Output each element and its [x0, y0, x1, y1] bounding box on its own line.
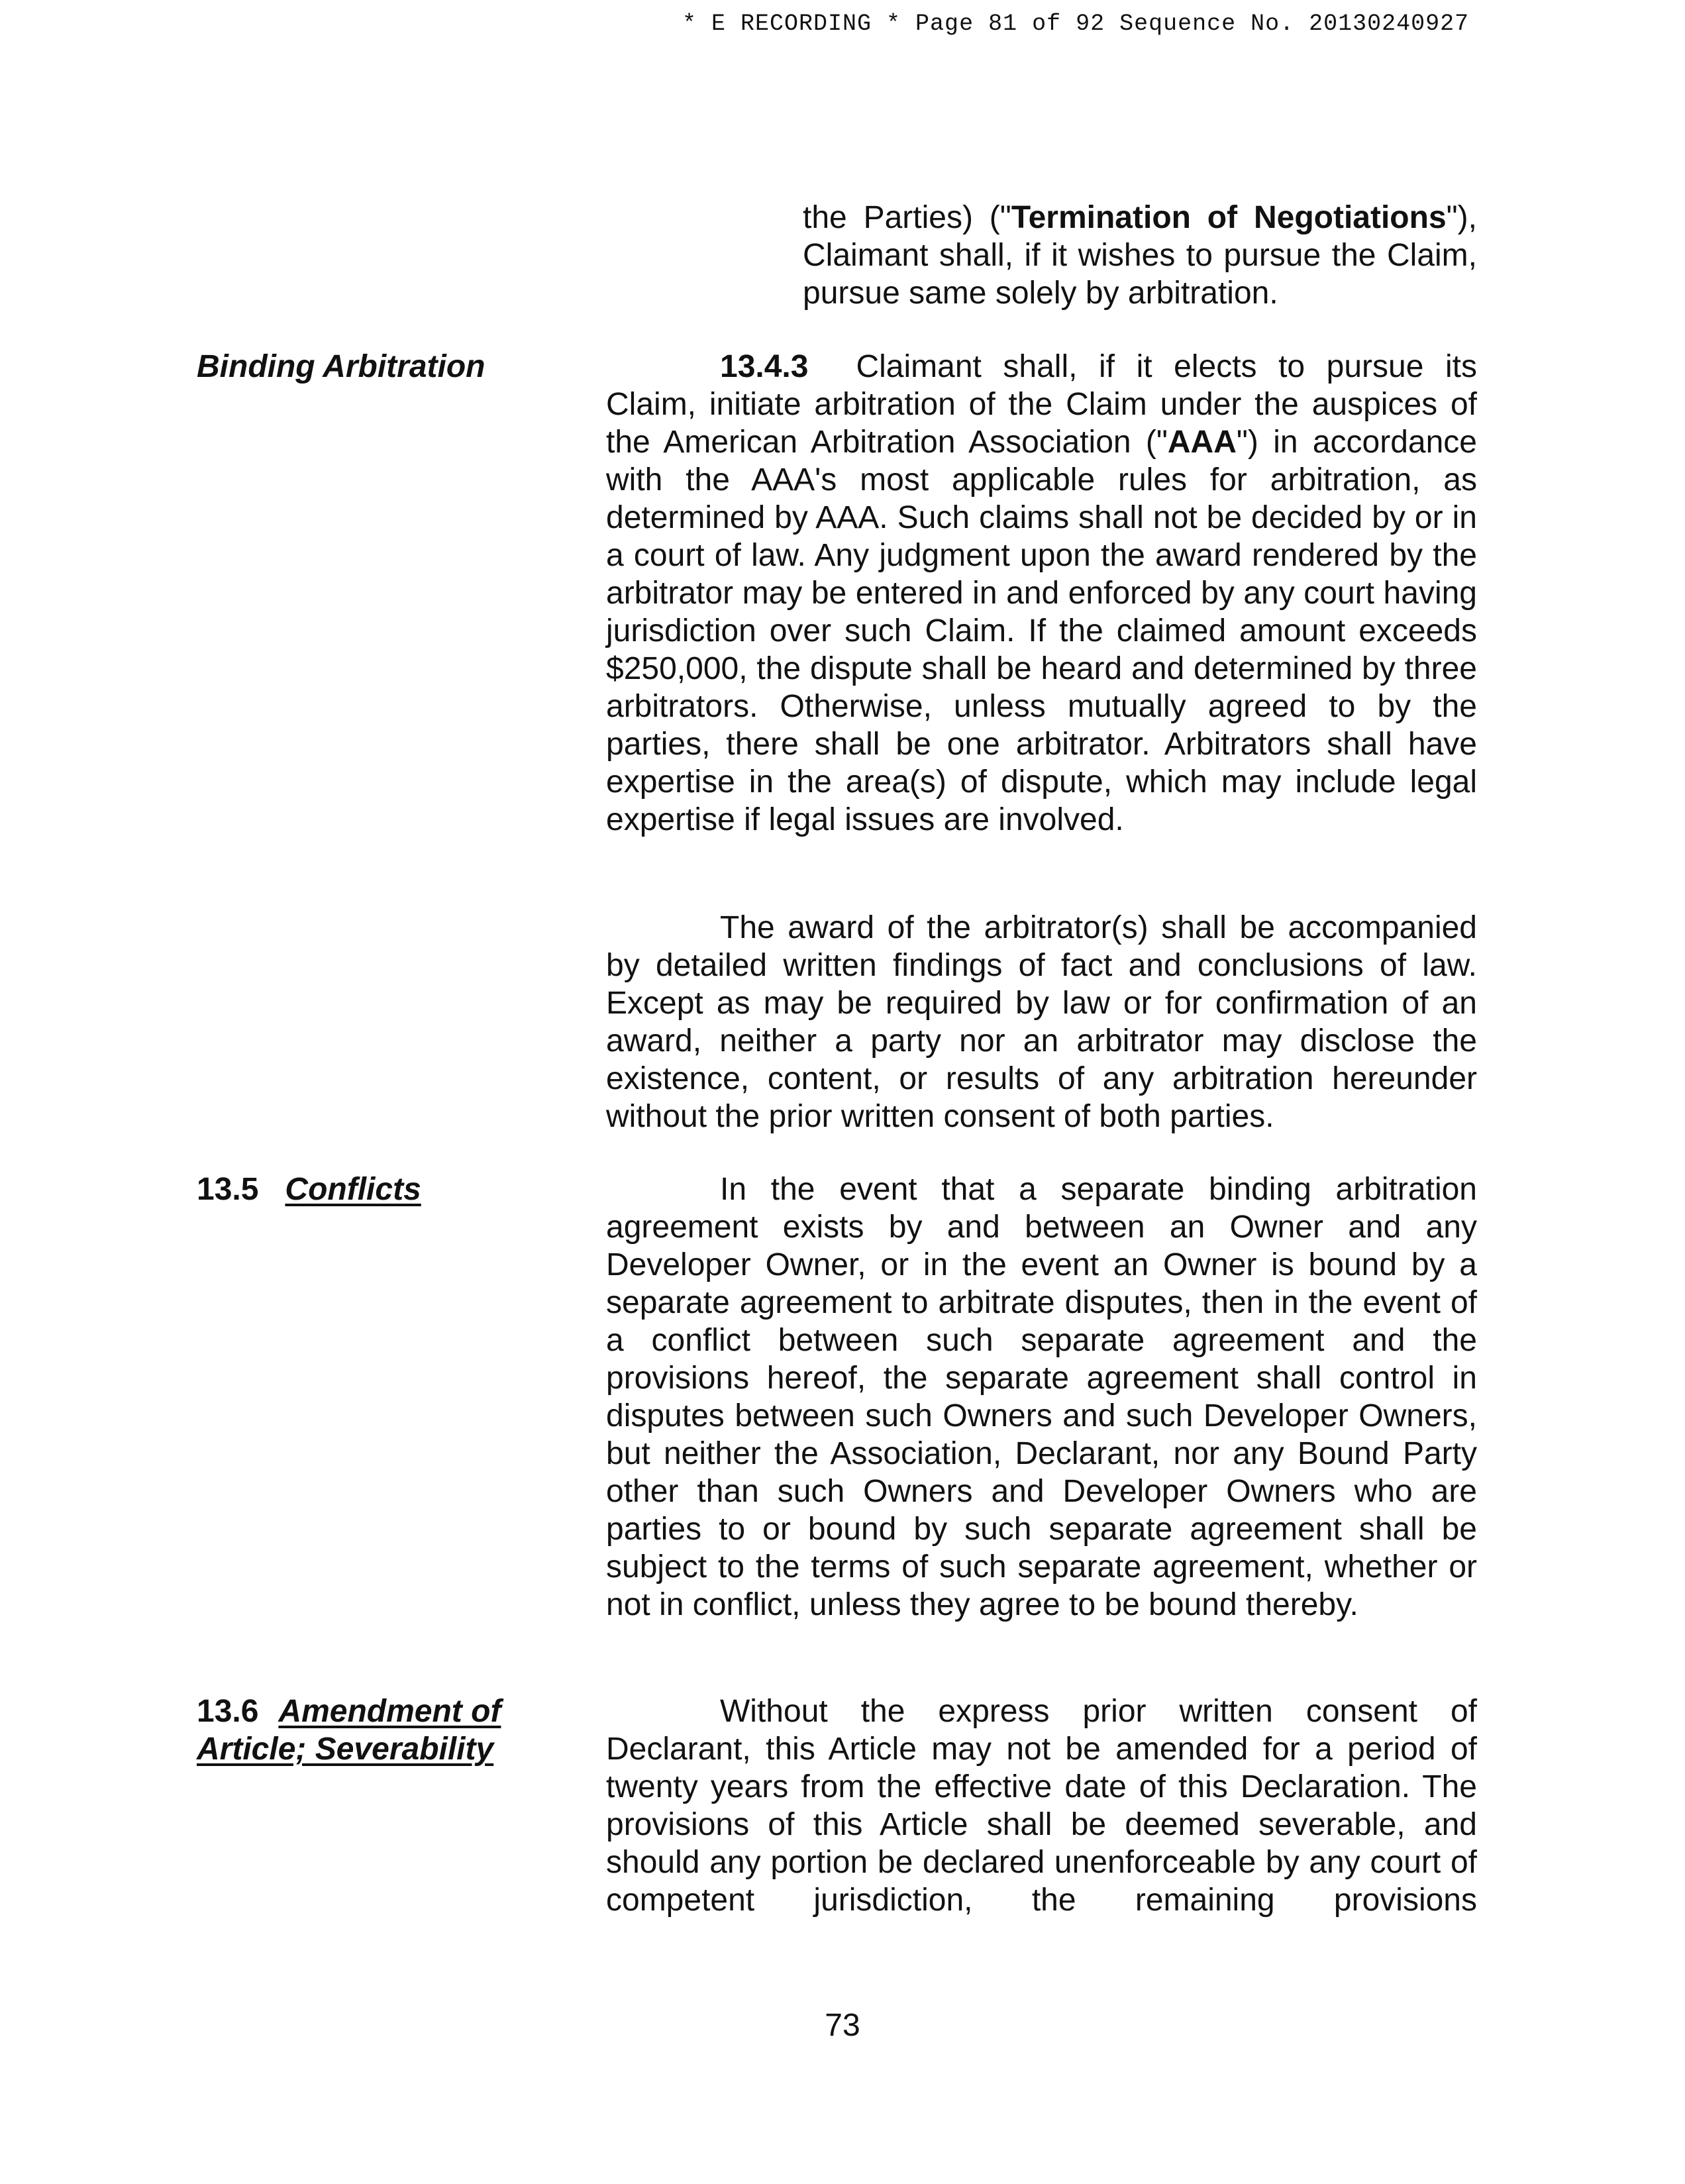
- amendment-paragraph: Without the express prior written consent of Declarant, this Article may not be amended for a period of twenty years from the effective date of this Declaration. The provisions of this Article shall be deemed severable, and should any portion be declared unenforceable by any court of competent jurisdiction, the remaining provisions: [606, 1694, 1477, 1918]
- defined-term-termination: Termination of Negotiations: [1011, 200, 1447, 235]
- continuation-tail: "), Claimant shall, if it wishes to pursue the Claim, pursue same solely by arbitration.: [803, 200, 1477, 311]
- binding-arbitration-heading: Binding Arbitration: [197, 349, 485, 384]
- margin-heading-binding-arbitration: [197, 348, 485, 386]
- margin-heading-conflicts: [197, 1170, 421, 1208]
- award-paragraph: The award of the arbitrator(s) shall be accompanied by detailed written findings of fact and conclusions of law. Except as may be required by law or for confirmation of an award, neither a party nor an arbitrator may disclose the existence, content, or results of any arbitration hereunder without the prior written consent of both parties.: [606, 910, 1477, 1134]
- conflicts-title: Conflicts: [285, 1172, 421, 1207]
- amendment-title-line2: Article; Severability: [197, 1732, 494, 1767]
- conflicts-paragraph: In the event that a separate binding arbitration agreement exists by and between an Owner and any Developer Owner, or in the event an Owner is bound by a separate agreement to arbitrate disputes, then in the event of a conflict between such separate agreement and the provisions hereof, the separate agreement shall control in disputes between such Owners and such Developer Owners, but neither the Association, Declarant, nor any Bound Party other than such Owners and Developer Owners who are parties to or bound by such separate agreement shall be subject to the terms of such separate agreement, whether or not in conflict, unless they agree to be bound thereby.: [606, 1172, 1477, 1622]
- defined-term-aaa: AAA: [1167, 425, 1237, 460]
- page-number: 73: [825, 2008, 860, 2043]
- section-number-13-4-3: 13.4.3: [720, 349, 809, 384]
- section-number-13-6: 13.6: [197, 1694, 259, 1729]
- section-13-4-3-text-a: Claimant shall, if it elects to pursue its Claim, initiate arbitration of the Claim under the auspices of the American Arbitration Association (": [606, 349, 1477, 460]
- amendment-title-line1: Amendment of: [278, 1694, 501, 1729]
- margin-heading-amendment: [197, 1692, 501, 1768]
- continuation-lead: the Parties) (": [803, 200, 1011, 235]
- section-13-4-3-paragraph: [606, 348, 1477, 839]
- section-13-4-3-text-b: ") in accordance with the AAA's most applicable rules for arbitration, as determined by AAA. Such claims shall not be decided by or in a court of law. Any judgment upon the award rendered by the arbitrator may be entered in and enforced by any court having jurisdiction over such Claim. If the claimed amount exceeds $250,000, the dispute shall be heard and determined by three arbitrators. Otherwise, unless mutually agreed to by the parties, there shall be one arbitrator. Arbitrators shall have expertise in the area(s) of dispute, which may include legal expertise if legal issues are involved.: [606, 425, 1477, 837]
- section-number-13-5: 13.5: [197, 1172, 259, 1207]
- continuation-paragraph: [803, 199, 1477, 312]
- recording-stamp-header: * E RECORDING * Page 81 of 92 Sequence No. 20130240927: [682, 11, 1470, 37]
